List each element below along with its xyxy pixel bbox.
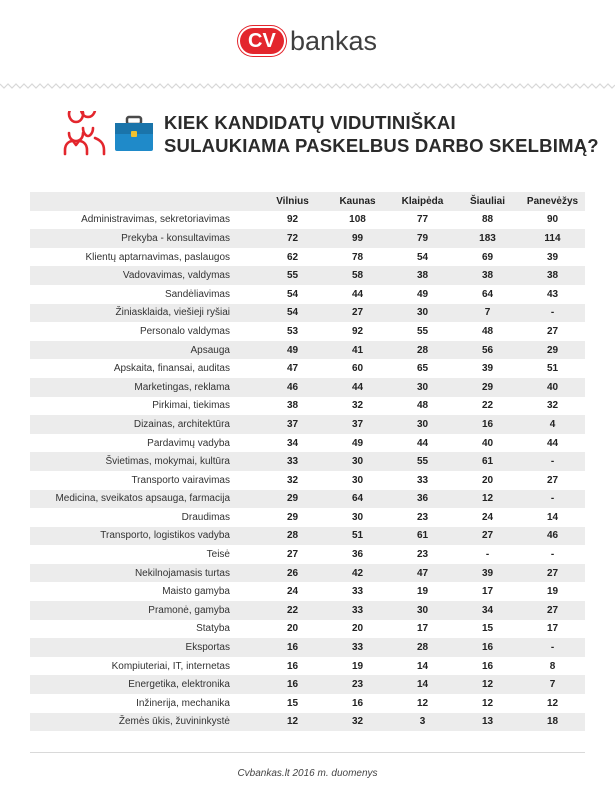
row-gap (230, 415, 260, 434)
table-row (30, 322, 585, 341)
table-cell: 92 (351, 325, 364, 337)
table-cell: 16 (455, 638, 520, 657)
table-cell: 30 (390, 378, 455, 397)
row-gap (230, 341, 260, 360)
table-cell: 32 (351, 400, 364, 412)
table-cell: - (485, 549, 490, 561)
table-cell: 16 (351, 697, 364, 709)
table-cell: 17 (481, 586, 494, 598)
row-label: Nekilnojamasis turtas (30, 564, 230, 583)
row-label: Maisto gamyba (162, 586, 230, 598)
row-gap (230, 490, 260, 509)
footer-divider (30, 752, 585, 753)
table-cell: - (550, 549, 555, 561)
table-cell: 24 (286, 586, 299, 598)
row-gap (230, 322, 260, 341)
table-cell: 14 (390, 675, 455, 694)
people-icon (62, 111, 108, 157)
row-label: Žiniasklaida, viešieji ryšiai (30, 304, 230, 323)
table-row (30, 638, 585, 657)
header-icons (62, 111, 156, 157)
table-row (30, 341, 585, 360)
table-cell: 56 (455, 341, 520, 360)
table-cell: 16 (455, 415, 520, 434)
row-gap (230, 527, 260, 546)
briefcase-icon (112, 114, 156, 154)
table-cell: 3 (390, 713, 455, 732)
table-cell: 30 (390, 601, 455, 620)
table-cell: 38 (286, 400, 299, 412)
table-cell: 32 (325, 713, 390, 732)
row-label: Dizainas, architektūra (30, 415, 230, 434)
table-cell: 26 (260, 564, 325, 583)
row-label: Klientų aptarnavimas, paslaugos (85, 251, 230, 263)
row-gap (230, 471, 260, 490)
candidates-table (30, 192, 585, 731)
table-cell: 33 (325, 601, 390, 620)
table-cell: 42 (325, 564, 390, 583)
row-label: Pardavimų vadyba (147, 437, 230, 449)
row-label: Marketingas, reklama (30, 378, 230, 397)
table-cell: 65 (416, 363, 429, 375)
brand-logo (0, 0, 615, 82)
data-table-wrapper (30, 192, 585, 731)
table-cell: 32 (286, 474, 299, 486)
infographic-header (62, 108, 599, 160)
row-label: Personalo valdymas (139, 325, 230, 337)
table-cell: 29 (520, 341, 585, 360)
table-cell: 30 (351, 511, 364, 523)
table-cell: 14 (416, 660, 429, 672)
row-label: Vadovavimas, valdymas (30, 266, 230, 285)
row-gap (230, 266, 260, 285)
table-cell: 27 (520, 601, 585, 620)
table-cell: 27 (325, 304, 390, 323)
table-cell: 44 (351, 288, 364, 300)
table-cell: 19 (546, 586, 559, 598)
table-cell: 37 (260, 415, 325, 434)
table-cell: 32 (546, 400, 559, 412)
row-label: Pramonė, gamyba (30, 601, 230, 620)
table-row (30, 564, 585, 583)
table-cell: 60 (351, 363, 364, 375)
table-cell: 16 (286, 660, 299, 672)
page-title (164, 111, 599, 157)
table-cell: 49 (351, 437, 364, 449)
table-cell: 23 (325, 675, 390, 694)
table-row (30, 415, 585, 434)
row-gap (230, 657, 260, 676)
row-label: Administravimas, sekretoriavimas (81, 214, 230, 226)
table-cell: 51 (546, 363, 559, 375)
table-cell: 30 (390, 415, 455, 434)
table-cell: 12 (260, 713, 325, 732)
row-gap (230, 304, 260, 323)
title-line-2: SULAUKIAMA PASKELBUS DARBO SKELBIMĄ? (164, 135, 599, 156)
table-cell: 41 (325, 341, 390, 360)
table-cell: 49 (416, 288, 429, 300)
table-cell: 12 (416, 697, 429, 709)
table-cell: 12 (546, 697, 559, 709)
table-row (30, 508, 585, 527)
row-gap (230, 582, 260, 601)
table-cell: 20 (351, 623, 364, 635)
row-label: Apskaita, finansai, auditas (113, 363, 230, 375)
table-cell: 47 (390, 564, 455, 583)
table-cell: 19 (416, 586, 429, 598)
table-cell: 69 (481, 251, 494, 263)
table-cell: 16 (260, 638, 325, 657)
table-cell: - (520, 452, 585, 471)
table-row (30, 527, 585, 546)
row-gap (230, 545, 260, 564)
table-body (30, 211, 585, 732)
table-cell: 27 (455, 527, 520, 546)
row-gap (230, 713, 260, 732)
table-cell: 23 (416, 511, 429, 523)
table-row (30, 582, 585, 601)
table-cell: 8 (549, 660, 556, 672)
table-cell: 48 (416, 400, 429, 412)
table-cell: 46 (260, 378, 325, 397)
row-label: Energetika, elektronika (30, 675, 230, 694)
row-label: Transporto, logistikos vadyba (30, 527, 230, 546)
table-cell: 36 (351, 549, 364, 561)
table-cell: 40 (481, 437, 494, 449)
row-gap (230, 211, 260, 230)
table-cell: 90 (546, 214, 559, 226)
table-row (30, 304, 585, 323)
row-label: Prekyba - konsultavimas (30, 229, 230, 248)
row-label: Inžinerija, mechanika (136, 697, 230, 709)
table-cell: 22 (481, 400, 494, 412)
table-cell: 38 (455, 266, 520, 285)
table-row (30, 620, 585, 639)
table-cell: 38 (520, 266, 585, 285)
table-cell: 27 (286, 549, 299, 561)
table-cell: 79 (390, 229, 455, 248)
table-row (30, 675, 585, 694)
table-cell: 33 (416, 474, 429, 486)
table-row (30, 657, 585, 676)
column-header: Vilnius (260, 192, 325, 211)
table-cell: 62 (286, 251, 299, 263)
table-cell: 16 (481, 660, 494, 672)
table-cell: 29 (455, 378, 520, 397)
table-cell: 114 (520, 229, 585, 248)
table-cell: 99 (325, 229, 390, 248)
column-header: Klaipėda (390, 192, 455, 211)
table-cell: 30 (390, 304, 455, 323)
row-gap (230, 359, 260, 378)
table-row (30, 266, 585, 285)
table-cell: 46 (520, 527, 585, 546)
table-cell: 183 (455, 229, 520, 248)
table-cell: 7 (455, 304, 520, 323)
table-row (30, 545, 585, 564)
table-cell: 20 (481, 474, 494, 486)
table-cell: 12 (455, 490, 520, 509)
table-cell: 14 (546, 511, 559, 523)
column-header: Panevėžys (520, 192, 585, 211)
table-cell: 34 (286, 437, 299, 449)
table-cell: 64 (481, 288, 494, 300)
table-cell: 54 (260, 304, 325, 323)
table-cell: 29 (286, 511, 299, 523)
table-cell: 28 (260, 527, 325, 546)
table-cell: - (520, 490, 585, 509)
table-cell: 28 (390, 638, 455, 657)
table-cell: 27 (546, 325, 559, 337)
table-cell: 39 (481, 363, 494, 375)
table-cell: 72 (260, 229, 325, 248)
row-label: Statyba (196, 623, 230, 635)
table-cell: 88 (481, 214, 494, 226)
row-label: Kompiuteriai, IT, internetas (111, 660, 230, 672)
row-gap (230, 508, 260, 527)
table-cell: 54 (416, 251, 429, 263)
table-cell: 38 (390, 266, 455, 285)
table-row (30, 713, 585, 732)
table-cell: 27 (546, 474, 559, 486)
table-cell: 30 (351, 474, 364, 486)
table-cell: 47 (286, 363, 299, 375)
table-row (30, 490, 585, 509)
table-cell: 13 (455, 713, 520, 732)
row-gap (230, 378, 260, 397)
table-cell: 44 (325, 378, 390, 397)
row-gap (230, 434, 260, 453)
table-cell: 78 (351, 251, 364, 263)
table-cell: 44 (546, 437, 559, 449)
table-cell: 53 (286, 325, 299, 337)
table-cell: 49 (260, 341, 325, 360)
table-cell: 17 (416, 623, 429, 635)
table-cell: 36 (390, 490, 455, 509)
row-gap (230, 694, 260, 713)
table-cell: 23 (416, 549, 429, 561)
table-cell: 30 (325, 452, 390, 471)
row-label: Draudimas (181, 511, 230, 523)
table-row (30, 452, 585, 471)
table-cell: 17 (546, 623, 559, 635)
table-cell: 61 (390, 527, 455, 546)
header-empty (30, 192, 230, 211)
header-gap (230, 192, 260, 211)
table-row (30, 694, 585, 713)
table-cell: 55 (260, 266, 325, 285)
row-gap (230, 638, 260, 657)
row-label: Sandėliavimas (164, 288, 230, 300)
zigzag-divider (0, 82, 615, 90)
table-row (30, 471, 585, 490)
table-cell: 33 (351, 586, 364, 598)
row-label: Švietimas, mokymai, kultūra (30, 452, 230, 471)
table-cell: 27 (520, 564, 585, 583)
table-cell: 19 (351, 660, 364, 672)
table-cell: 7 (520, 675, 585, 694)
table-cell: 40 (520, 378, 585, 397)
table-cell: 4 (520, 415, 585, 434)
table-row (30, 285, 585, 304)
row-label: Transporto vairavimas (131, 474, 230, 486)
table-cell: 15 (286, 697, 299, 709)
table-cell: 20 (286, 623, 299, 635)
column-header: Kaunas (325, 192, 390, 211)
logo-text: bankas (289, 25, 378, 56)
table-cell: 39 (455, 564, 520, 583)
table-cell: 77 (416, 214, 429, 226)
table-cell: 12 (455, 675, 520, 694)
source-note: Cvbankas.lt 2016 m. duomenys (237, 768, 378, 779)
table-cell: 48 (481, 325, 494, 337)
row-label: Teisė (206, 549, 230, 561)
row-gap (230, 564, 260, 583)
table-cell: 43 (546, 288, 559, 300)
row-gap (230, 229, 260, 248)
table-cell: 34 (455, 601, 520, 620)
table-row (30, 378, 585, 397)
table-cell: 44 (416, 437, 429, 449)
table-cell: 15 (481, 623, 494, 635)
table-cell: 92 (286, 214, 299, 226)
table-cell: 61 (455, 452, 520, 471)
column-header: Šiauliai (455, 192, 520, 211)
row-label: Eksportas (30, 638, 230, 657)
table-cell: 22 (260, 601, 325, 620)
row-label: Pirkimai, tiekimas (152, 400, 230, 412)
table-cell: 51 (325, 527, 390, 546)
table-cell: 18 (520, 713, 585, 732)
table-cell: 12 (481, 697, 494, 709)
row-label: Žemės ūkis, žuvininkystė (30, 713, 230, 732)
table-cell: 29 (260, 490, 325, 509)
table-row (30, 397, 585, 416)
table-cell: 16 (260, 675, 325, 694)
table-cell: 58 (325, 266, 390, 285)
row-label: Medicina, sveikatos apsauga, farmacija (30, 490, 230, 509)
table-cell: 37 (325, 415, 390, 434)
row-gap (230, 452, 260, 471)
table-cell: 28 (390, 341, 455, 360)
table-header-row (30, 192, 585, 211)
table-row (30, 248, 585, 267)
row-gap (230, 285, 260, 304)
table-cell: 55 (390, 452, 455, 471)
table-cell: 64 (325, 490, 390, 509)
row-gap (230, 675, 260, 694)
row-gap (230, 620, 260, 639)
table-row (30, 211, 585, 230)
table-cell: 24 (481, 511, 494, 523)
table-cell: 108 (349, 214, 366, 226)
table-cell: 33 (325, 638, 390, 657)
table-cell: 33 (260, 452, 325, 471)
logo-badge: CV (238, 26, 286, 56)
row-gap (230, 397, 260, 416)
table-cell: - (520, 304, 585, 323)
title-line-1: KIEK KANDIDATŲ VIDUTINIŠKAI (164, 112, 456, 133)
table-row (30, 601, 585, 620)
table-cell: 55 (416, 325, 429, 337)
table-cell: - (520, 638, 585, 657)
table-row (30, 359, 585, 378)
row-gap (230, 248, 260, 267)
table-row (30, 229, 585, 248)
row-gap (230, 601, 260, 620)
table-cell: 39 (546, 251, 559, 263)
table-cell: 54 (286, 288, 299, 300)
row-label: Apsauga (30, 341, 230, 360)
table-row (30, 434, 585, 453)
